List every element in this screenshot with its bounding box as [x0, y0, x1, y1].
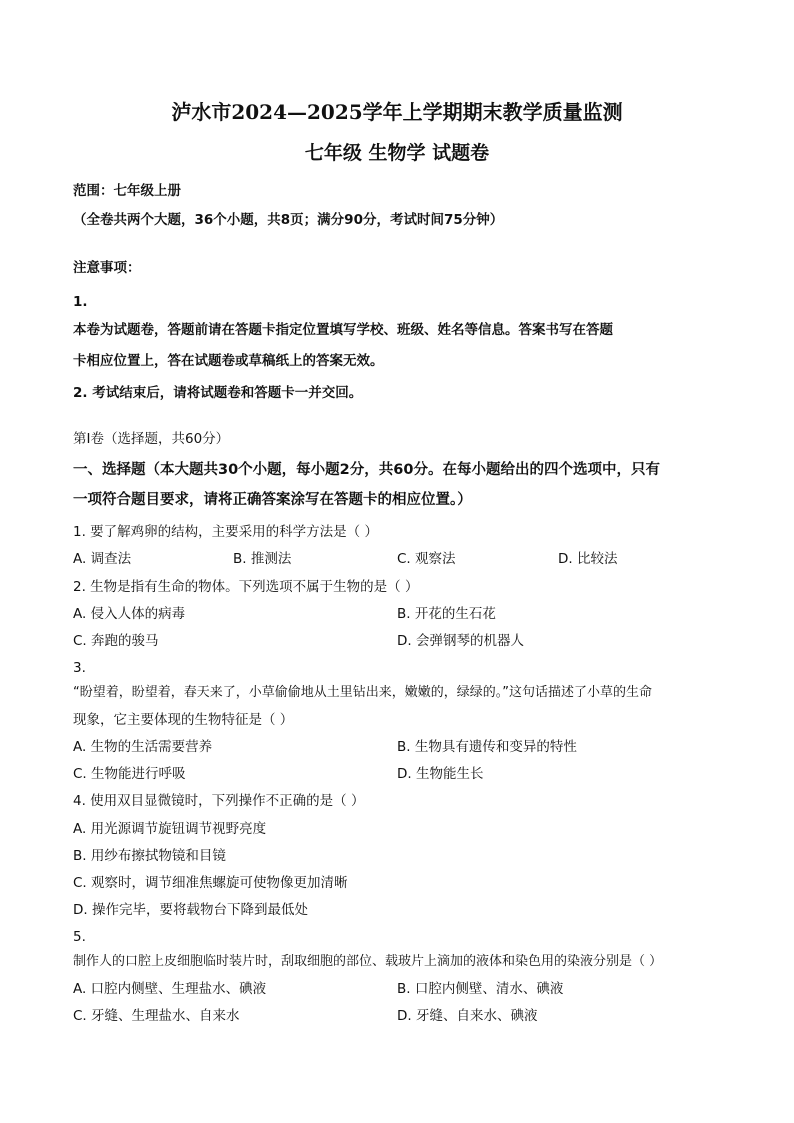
- section-heading-line2: 一项符合题目要求，请将正确答案涂写在答题卡的相应位置。）: [73, 492, 472, 508]
- q3-option-d: D. 生物能生长: [397, 766, 484, 782]
- q2-option-d: D. 会弹钢琴的机器人: [397, 633, 524, 649]
- q3-stem-line2: 现象，它主要体现的生物特征是（ ）: [73, 712, 294, 728]
- part-label: 第Ⅰ卷（选择题，共60分）: [73, 431, 230, 447]
- q4-option-b: B. 用纱布擦拭物镜和目镜: [73, 848, 226, 864]
- q3-option-c: C. 生物能进行呼吸: [73, 766, 186, 782]
- q2-option-c: C. 奔跑的骏马: [73, 633, 159, 649]
- exam-scope: 范围：七年级上册: [73, 183, 181, 199]
- q5-option-a: A. 口腔内侧壁、生理盐水、碘液: [73, 981, 267, 997]
- q3-option-b: B. 生物具有遗传和变异的特性: [397, 739, 577, 755]
- q1-option-c: C. 观察法: [397, 551, 456, 567]
- q5-option-b: B. 口腔内侧壁、清水、碘液: [397, 981, 564, 997]
- notice-heading: 注意事项：: [73, 260, 141, 276]
- q1-option-b: B. 推测法: [233, 551, 292, 567]
- q5-option-c: C. 牙缝、生理盐水、自来水: [73, 1008, 240, 1024]
- q4-option-d: D. 操作完毕，要将载物台下降到最低处: [73, 902, 308, 918]
- notice-item1-line2: 卡相应位置上，答在试题卷或草稿纸上的答案无效。: [73, 353, 384, 369]
- q5-stem: 制作人的口腔上皮细胞临时装片时，刮取细胞的部位、载玻片上滴加的液体和染色用的染液分别是（ ）: [73, 954, 663, 969]
- q4-option-a: A. 用光源调节旋钮调节视野亮度: [73, 821, 267, 837]
- q1-stem: 1. 要了解鸡卵的结构，主要采用的科学方法是（ ）: [73, 524, 378, 540]
- q3-stem-line1: “盼望着，盼望着，春天来了，小草偷偷地从土里钻出来，嫩嫩的，绿绿的。”这句话描述了小草的生命: [73, 685, 652, 700]
- q5-option-d: D. 牙缝、自来水、碘液: [397, 1008, 538, 1024]
- q2-stem: 2. 生物是指有生命的物体。下列选项不属于生物的是（ ）: [73, 579, 419, 595]
- q2-option-b: B. 开花的生石花: [397, 606, 496, 622]
- q4-option-c: C. 观察时，调节细准焦螺旋可使物像更加清晰: [73, 875, 348, 891]
- section-heading-line1: 一、选择题（本大题共30个小题，每小题2分，共60分。在每小题给出的四个选项中，只有: [73, 462, 660, 478]
- exam-title: 泸水市2024—2025学年上学期期末教学质量监测: [171, 100, 623, 124]
- q2-option-a: A. 侵入人体的病毒: [73, 606, 186, 622]
- q1-option-d: D. 比较法: [558, 551, 618, 567]
- notice-item2: 2. 考试结束后，请将试题卷和答题卡一并交回。: [73, 385, 363, 401]
- notice-item1-number: 1.: [73, 294, 88, 310]
- q4-stem: 4. 使用双目显微镜时，下列操作不正确的是（ ）: [73, 793, 365, 809]
- exam-subtitle: 七年级 生物学 试题卷: [304, 142, 490, 164]
- q3-option-a: A. 生物的生活需要营养: [73, 739, 213, 755]
- q5-number: 5.: [73, 929, 86, 945]
- q3-number: 3.: [73, 660, 86, 676]
- exam-note: （全卷共两个大题，36个小题，共8页；满分90分，考试时间75分钟）: [73, 212, 504, 228]
- notice-item1-line1: 本卷为试题卷，答题前请在答题卡指定位置填写学校、班级、姓名等信息。答案书写在答题: [73, 322, 613, 338]
- q1-option-a: A. 调查法: [73, 551, 132, 567]
